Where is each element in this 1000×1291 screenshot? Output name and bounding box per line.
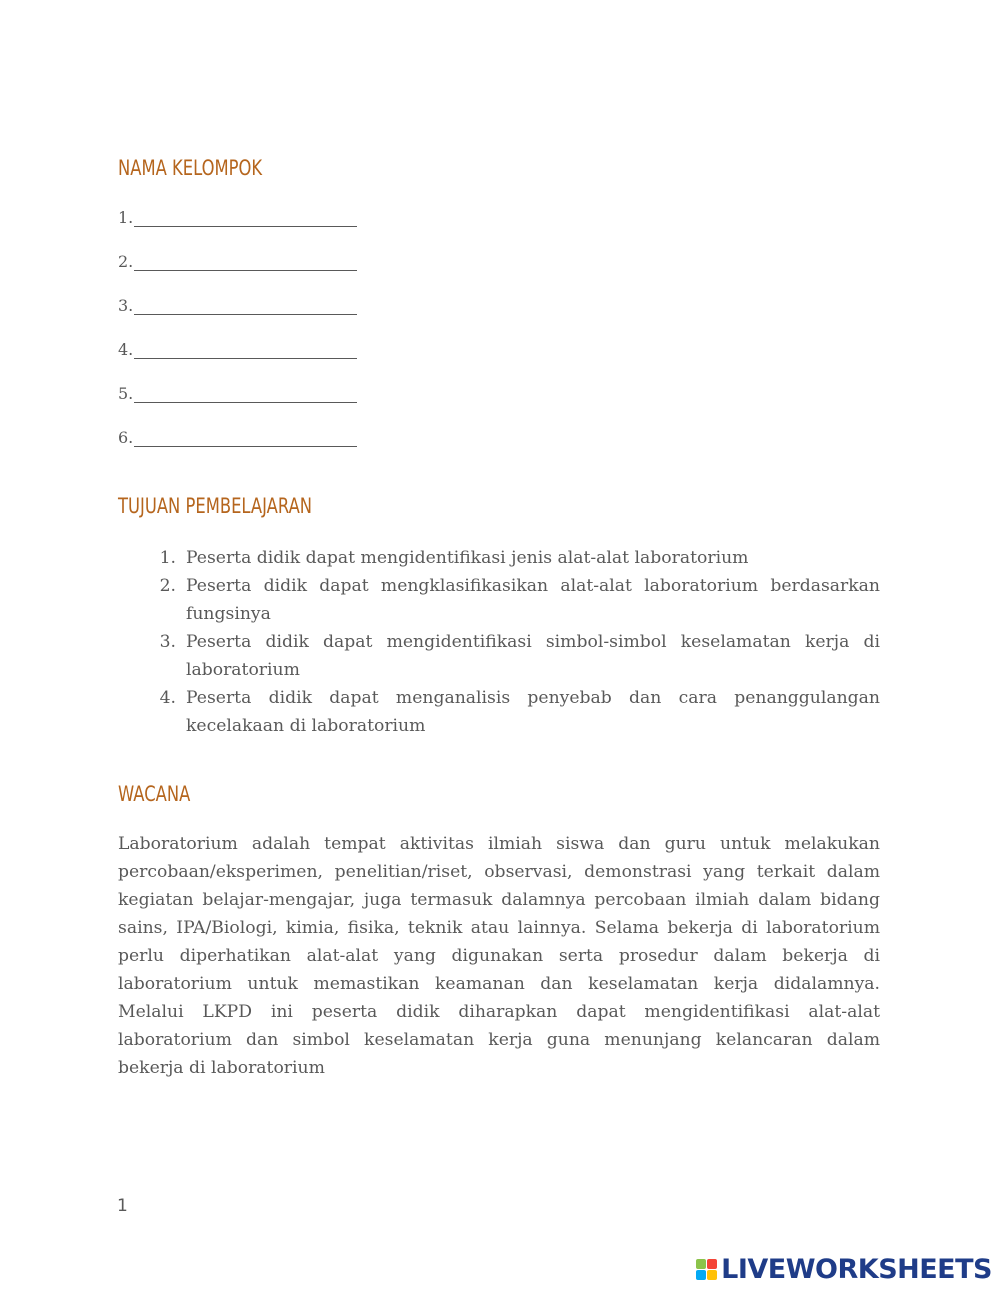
logo-cell — [707, 1270, 717, 1280]
member-name-blank[interactable] — [134, 338, 357, 359]
goal-text: Peserta didik dapat mengklasifikasikan alat-alat laboratorium berdasarkan fungsinya — [186, 576, 880, 624]
logo-cell — [707, 1259, 717, 1269]
page-number: 1 — [117, 1196, 128, 1216]
logo-cell — [696, 1259, 706, 1269]
goal-text: Peserta didik dapat mengidentifikasi simbol-simbol keselamatan kerja di laboratorium — [186, 632, 880, 680]
member-name-blank[interactable] — [134, 250, 357, 271]
goal-text: Peserta didik dapat menganalisis penyebab dan cara penanggulangan kecelakaan di laboratorium — [186, 688, 880, 736]
member-number: 2. — [118, 252, 134, 271]
goal-text: Peserta didik dapat mengidentifikasi jenis alat-alat laboratorium — [186, 548, 749, 568]
member-line-6 — [118, 426, 357, 470]
member-line-2 — [118, 250, 357, 294]
liveworksheets-logo-icon — [696, 1259, 717, 1280]
member-number: 6. — [118, 428, 134, 447]
member-line-4 — [118, 338, 357, 382]
reading-paragraph: Laboratorium adalah tempat aktivitas ilmiah siswa dan guru untuk melakukan percobaan/eksperimen, penelitian/riset, observasi, demonstrasi yang terkait dalam kegiatan belajar-mengajar, juga termasuk dalamnya percobaan ilmiah dalam bidang sains, IPA/Biologi, kimia, fisika, teknik atau lainnya. Selama bekerja di laboratorium perlu diperhatikan alat-alat yang digunakan serta prosedur dalam bekerja di laboratorium untuk memastikan keamanan dan keselamatan kerja didalamnya. Melalui LKPD ini peserta didik diharapkan dapat mengidentifikasi alat-alat laboratorium dan simbol keselamatan kerja guna menunjang kelancaran dalam bekerja di laboratorium — [118, 834, 880, 1078]
member-line-5 — [118, 382, 357, 426]
goal-number: 4. — [159, 688, 176, 708]
goal-item — [140, 572, 880, 628]
goal-number: 3. — [159, 632, 176, 652]
goal-item — [140, 628, 880, 684]
member-name-blank[interactable] — [134, 426, 357, 447]
liveworksheets-wordmark: LIVEWORKSHEETS — [721, 1254, 992, 1285]
goal-number: 1. — [159, 548, 176, 568]
member-number: 5. — [118, 384, 134, 403]
group-member-list — [118, 206, 357, 470]
member-name-blank[interactable] — [134, 382, 357, 403]
learning-goals-heading: TUJUAN PEMBELAJARAN — [118, 494, 313, 518]
member-line-3 — [118, 294, 357, 338]
goal-number: 2. — [159, 576, 176, 596]
member-name-blank[interactable] — [134, 206, 357, 227]
member-name-blank[interactable] — [134, 294, 357, 315]
goal-item — [140, 544, 880, 572]
learning-goals-list — [140, 544, 880, 740]
member-number: 1. — [118, 208, 134, 227]
liveworksheets-watermark[interactable] — [696, 1254, 992, 1285]
logo-cell — [696, 1270, 706, 1280]
member-line-1 — [118, 206, 357, 250]
goal-item — [140, 684, 880, 740]
group-name-heading: NAMA KELOMPOK — [118, 156, 263, 180]
member-number: 4. — [118, 340, 134, 359]
member-number: 3. — [118, 296, 134, 315]
reading-heading: WACANA — [118, 782, 191, 806]
